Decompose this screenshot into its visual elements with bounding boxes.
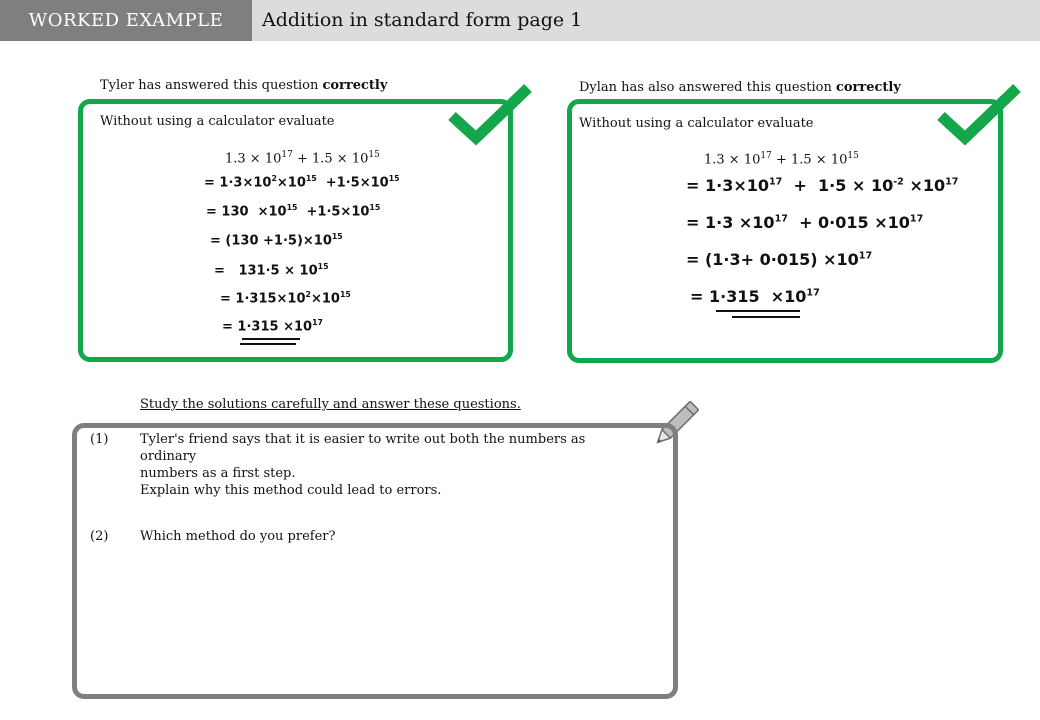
working-step [686,213,923,232]
working-step [204,174,400,190]
page-title: Addition in standard form page 1 [262,9,583,31]
step-exponent: 15 [331,232,343,241]
dylan-caption [579,80,901,95]
check-icon [446,82,534,146]
expr-term-a: 1.3 × 10 [704,152,761,168]
dylan-caption-bold: correctly [835,80,901,95]
expr-exp-a: 17 [281,150,293,160]
step-text: = 1·315×10 [220,291,306,307]
dylan-caption-text: Dylan has also answered this question [579,80,836,95]
step-exponent: 15 [339,290,351,299]
tyler-caption-text: Tyler has answered this question [100,78,323,93]
step-text: = 130 ×10 [206,204,287,220]
question-line: Explain why this method could lead to errors. [140,483,442,498]
dylan-question-expression [704,151,859,167]
step-exponent: 17 [806,287,820,299]
step-text: + 0·015 ×10 [787,213,910,232]
step-exponent: 15 [286,203,298,212]
question-line: Tyler's friend says that it is easier to write out both the numbers as ordinary [140,432,586,464]
step-text: ×10 [276,175,306,191]
step-exponent: 17 [909,213,924,225]
working-step [686,250,872,269]
step-text: + 1·5 × 10 [782,176,894,195]
answer-underline [242,338,300,340]
question-2-text [140,528,630,545]
answer-underline [716,310,800,312]
step-exponent: 17 [945,176,959,188]
step-text: ×10 [903,176,946,195]
question-line: Which method do you prefer? [140,529,336,544]
working-step [222,318,323,334]
expr-exp-b: 15 [368,150,380,160]
question-line: numbers as a first step. [140,466,296,481]
question-number: (2) [90,529,109,544]
step-exponent: 17 [774,213,788,225]
expr-exp-b: 15 [847,151,859,161]
step-exponent: 17 [769,176,783,188]
answer-underline [732,316,800,318]
step-text: = 1·3 ×10 [686,213,775,232]
step-text: = 131·5 × 10 [214,263,318,279]
step-text: = (130 +1·5)×10 [210,233,332,249]
check-icon [935,82,1023,146]
step-text: = 1·3×10 [686,176,769,195]
working-step [206,203,380,219]
expr-term-b: + 1.5 × 10 [292,151,369,167]
answer-underline [240,343,296,345]
step-exponent: 2 [271,174,277,183]
expr-term-b: + 1.5 × 10 [771,152,848,168]
tyler-caption [100,78,387,93]
step-text: = 1·3×10 [204,175,272,191]
working-step [690,287,820,306]
working-step [210,232,343,248]
step-text: +1·5×10 [297,204,370,220]
tyler-instruction: Without using a calculator evaluate [100,114,335,129]
question-number: (1) [90,432,109,447]
step-exponent: 17 [312,318,323,327]
step-exponent: 15 [369,203,381,212]
step-text: = 1·315 ×10 [690,287,807,306]
step-exponent: 17 [858,250,873,262]
step-exponent: 15 [317,262,329,271]
step-exponent: 15 [305,174,317,183]
working-step [686,176,958,195]
tyler-caption-bold: correctly [322,78,388,93]
step-exponent: 2 [305,290,311,299]
working-step [214,262,329,278]
question-1-text [140,431,630,499]
dylan-instruction: Without using a calculator evaluate [579,116,814,131]
step-exponent: 15 [388,174,400,183]
step-text: = 1·315 ×10 [222,319,313,335]
working-step [220,290,351,306]
step-text: +1·5×10 [316,175,389,191]
tyler-question-expression [225,150,380,166]
step-exponent: -2 [893,176,904,188]
worked-example-tag: WORKED EXAMPLE [0,0,252,41]
header-bar [0,0,1040,41]
step-text: = (1·3+ 0·015) ×10 [686,250,859,269]
questions-heading: Study the solutions carefully and answer these questions. [140,397,521,412]
expr-exp-a: 17 [760,151,772,161]
expr-term-a: 1.3 × 10 [225,151,282,167]
step-text: ×10 [310,291,340,307]
